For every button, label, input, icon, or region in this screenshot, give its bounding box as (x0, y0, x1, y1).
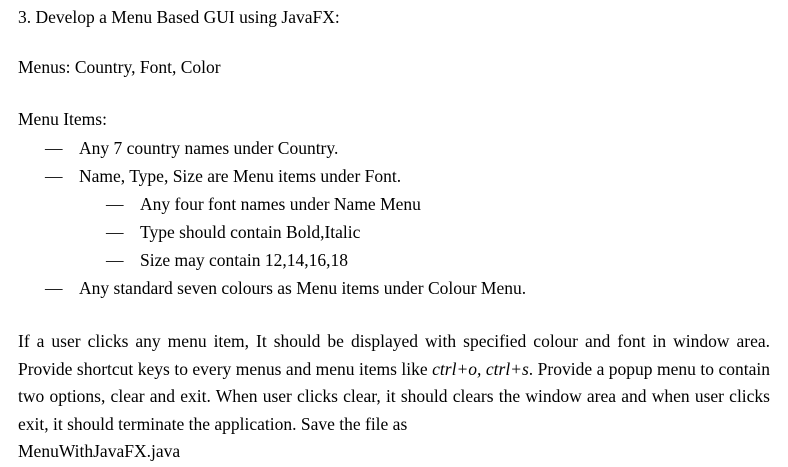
dash-bullet: — (45, 278, 63, 298)
question-heading: 3. Develop a Menu Based GUI using JavaFX: (18, 7, 340, 27)
list-item-text: Any 7 country names under Country. (79, 138, 339, 158)
filename-text: MenuWithJavaFX.java (18, 441, 181, 461)
shortcut-ctrl-s: ctrl+s (485, 358, 529, 379)
shortcut-ctrl-o: ctrl+o, (432, 358, 482, 379)
dash-bullet: — (106, 194, 124, 214)
list-item (45, 137, 338, 159)
dash-bullet: — (106, 222, 124, 242)
sub-list-item-text: Any four font names under Name Menu (140, 194, 421, 214)
dash-bullet: — (45, 138, 63, 158)
list-item (45, 277, 526, 299)
sub-list-item-text: Size may contain 12,14,16,18 (140, 250, 349, 270)
dash-bullet: — (45, 166, 63, 186)
paragraph-text-continued: . Provide a popup menu to contain two options, clear and exit. When user clicks clear, it should clears the window area and when user clicks exit, it should terminate the application. Save the file as (18, 358, 770, 434)
sub-list-item (106, 249, 348, 271)
instructions-paragraph (18, 328, 770, 466)
dash-bullet: — (106, 250, 124, 270)
list-item-text: Any standard seven colours as Menu items under Colour Menu. (79, 278, 527, 298)
menu-items-label: Menu Items: (18, 109, 107, 129)
list-item-text: Name, Type, Size are Menu items under Font. (79, 166, 402, 186)
paragraph-text: If a user clicks any menu item, It should be displayed with specified colour and font in window area. Provide shortcut keys to every menus and menu items like (18, 331, 770, 379)
menus-line: Menus: Country, Font, Color (18, 57, 221, 77)
sub-list-item (106, 221, 360, 243)
list-item (45, 165, 401, 187)
sub-list-item-text: Type should contain Bold,Italic (140, 222, 361, 242)
sub-list-item (106, 193, 421, 215)
